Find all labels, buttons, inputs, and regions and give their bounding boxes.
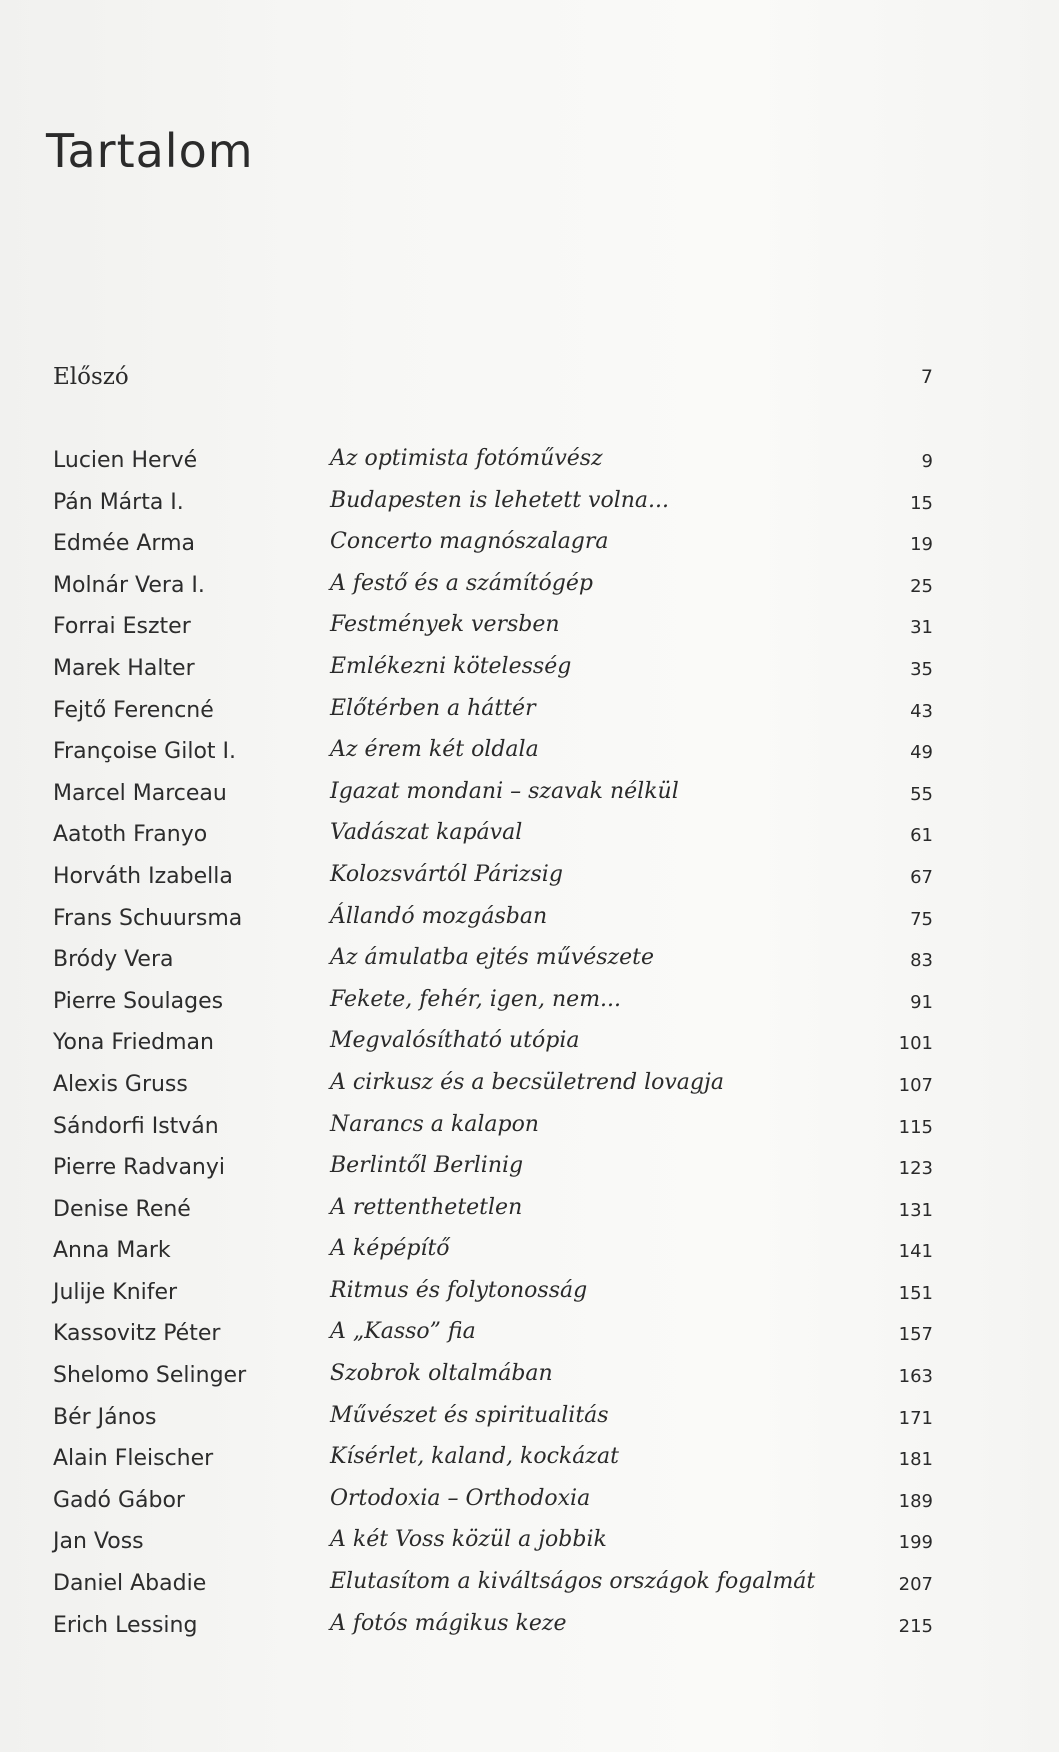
author-name: Marek Halter	[53, 655, 195, 681]
toc-entry[interactable]	[53, 1444, 933, 1486]
toc-entry[interactable]	[53, 1236, 933, 1278]
essay-title: A képépítő	[330, 1236, 450, 1262]
page-number: 171	[898, 1407, 933, 1429]
toc-entry[interactable]	[53, 1611, 933, 1653]
author-name: Sándorfi István	[53, 1113, 219, 1139]
author-name: Frans Schuursma	[53, 905, 243, 931]
essay-title: Szobrok oltalmában	[330, 1361, 553, 1387]
author-name: Julije Knifer	[53, 1279, 178, 1305]
essay-title: Az ámulatba ejtés művészete	[330, 945, 655, 971]
essay-title: Berlintől Berlinig	[330, 1153, 524, 1179]
toc-entry[interactable]	[53, 654, 933, 696]
author-name: Lucien Hervé	[53, 448, 198, 473]
author-name: Bér János	[53, 1404, 157, 1430]
essay-title: A festő és a számítógép	[330, 570, 593, 596]
essay-title: A fotós mágikus keze	[330, 1610, 567, 1636]
preface-page-number: 7	[920, 366, 933, 388]
page-number: 83	[910, 950, 933, 972]
author-name: Molnár Vera I.	[53, 572, 205, 598]
toc-entry[interactable]	[53, 612, 933, 654]
essay-title: Megvalósítható utópia	[330, 1028, 580, 1054]
author-name: Anna Mark	[53, 1238, 171, 1264]
essay-title: Állandó mozgásban	[330, 903, 548, 929]
toc-entry[interactable]	[53, 1112, 933, 1154]
page-number: 25	[910, 575, 933, 597]
essay-title: Igazat mondani – szavak nélkül	[330, 778, 679, 804]
toc-entry[interactable]	[53, 696, 933, 738]
toc-entry[interactable]	[53, 571, 933, 613]
page-number: 15	[910, 492, 933, 514]
essay-title: Concerto magnószalagra	[330, 529, 609, 555]
table-of-contents	[53, 446, 933, 1652]
essay-title: A rettenthetetlen	[330, 1194, 523, 1220]
toc-entry[interactable]	[53, 1319, 933, 1361]
toc-entry[interactable]	[53, 1527, 933, 1569]
page-title: Tartalom	[46, 124, 254, 178]
author-name: Pierre Radvanyi	[53, 1155, 226, 1181]
page-number: 163	[898, 1366, 933, 1388]
author-name: Erich Lessing	[53, 1612, 198, 1638]
essay-title: Elutasítom a kiváltságos országok fogalmát	[330, 1569, 816, 1595]
author-name: Forrai Eszter	[53, 614, 191, 640]
author-name: Jan Voss	[53, 1529, 144, 1555]
essay-title: Kolozsvártól Párizsig	[330, 861, 563, 887]
page-number: 75	[910, 908, 933, 930]
toc-entry[interactable]	[53, 1195, 933, 1237]
page-number: 131	[898, 1199, 933, 1221]
toc-entry[interactable]	[53, 446, 933, 488]
toc-entry[interactable]	[53, 1361, 933, 1403]
essay-title: Fekete, fehér, igen, nem...	[330, 986, 622, 1012]
author-name: Fejtő Ferencné	[53, 697, 214, 723]
essay-title: Művészet és spiritualitás	[330, 1402, 609, 1428]
essay-title: Ortodoxia – Orthodoxia	[330, 1485, 591, 1511]
author-name: Pán Márta I.	[53, 489, 184, 515]
page-number: 151	[898, 1282, 933, 1304]
essay-title: Narancs a kalapon	[330, 1111, 539, 1137]
essay-title: A cirkusz és a becsületrend lovagja	[330, 1069, 724, 1095]
author-name: Denise René	[53, 1196, 191, 1222]
page-number: 61	[910, 825, 933, 847]
essay-title: Az érem két oldala	[330, 737, 539, 763]
author-name: Yona Friedman	[53, 1030, 214, 1056]
page-number: 49	[910, 742, 933, 764]
toc-entry[interactable]	[53, 820, 933, 862]
essay-title: Az optimista fotóművész	[330, 446, 603, 471]
essay-title: A két Voss közül a jobbik	[330, 1527, 607, 1553]
page-number: 141	[898, 1241, 933, 1263]
page-number: 31	[910, 617, 933, 639]
author-name: Alexis Gruss	[53, 1071, 188, 1097]
essay-title: Festmények versben	[330, 612, 560, 638]
page-number: 157	[898, 1324, 933, 1346]
essay-title: Vadászat kapával	[330, 820, 523, 846]
page-number: 215	[898, 1615, 933, 1637]
essay-title: Budapesten is lehetett volna...	[330, 487, 670, 513]
toc-entry[interactable]	[53, 529, 933, 571]
author-name: Alain Fleischer	[53, 1446, 214, 1472]
toc-entry[interactable]	[53, 1403, 933, 1445]
toc-entry[interactable]	[53, 779, 933, 821]
toc-entry[interactable]	[53, 1278, 933, 1320]
author-name: Shelomo Selinger	[53, 1363, 247, 1389]
author-name: Kassovitz Péter	[53, 1321, 221, 1347]
page-number: 43	[910, 700, 933, 722]
author-name: Edmée Arma	[53, 531, 195, 557]
page-number: 91	[910, 991, 933, 1013]
toc-entry[interactable]	[53, 862, 933, 904]
page-number: 19	[910, 534, 933, 556]
author-name: Gadó Gábor	[53, 1487, 185, 1513]
page-number: 199	[898, 1532, 933, 1554]
toc-entry[interactable]	[53, 945, 933, 987]
essay-title: Ritmus és folytonosság	[330, 1277, 588, 1303]
toc-entry[interactable]	[53, 1153, 933, 1195]
author-name: Pierre Soulages	[53, 988, 224, 1014]
page-number: 181	[898, 1449, 933, 1471]
toc-entry[interactable]	[53, 1070, 933, 1112]
author-name: Bródy Vera	[53, 947, 174, 973]
essay-title: A „Kasso” fia	[330, 1319, 476, 1345]
toc-entry[interactable]	[53, 488, 933, 530]
page-number: 101	[898, 1033, 933, 1055]
author-name: Horváth Izabella	[53, 863, 233, 889]
author-name: Françoise Gilot I.	[53, 739, 237, 765]
toc-entry[interactable]	[53, 1486, 933, 1528]
page-number: 189	[898, 1490, 933, 1512]
toc-entry[interactable]	[53, 904, 933, 946]
preface-label: Előszó	[53, 364, 129, 390]
essay-title: Kísérlet, kaland, kockázat	[330, 1444, 619, 1470]
author-name: Daniel Abadie	[53, 1571, 207, 1597]
essay-title: Emlékezni kötelesség	[330, 653, 572, 679]
essay-title: Előtérben a háttér	[330, 695, 536, 721]
page-number: 67	[910, 866, 933, 888]
page-number: 107	[898, 1074, 933, 1096]
author-name: Marcel Marceau	[53, 780, 227, 806]
page-number: 123	[898, 1158, 933, 1180]
page-number: 55	[910, 783, 933, 805]
preface-entry[interactable]	[53, 364, 933, 400]
toc-entry[interactable]	[53, 737, 933, 779]
author-name: Aatoth Franyo	[53, 822, 208, 848]
toc-entry[interactable]	[53, 1028, 933, 1070]
page-number: 35	[910, 658, 933, 680]
toc-entry[interactable]	[53, 987, 933, 1029]
toc-entry[interactable]	[53, 1569, 933, 1611]
page-number: 9	[921, 451, 933, 472]
page-number: 115	[898, 1116, 933, 1138]
page-number: 207	[898, 1574, 933, 1596]
